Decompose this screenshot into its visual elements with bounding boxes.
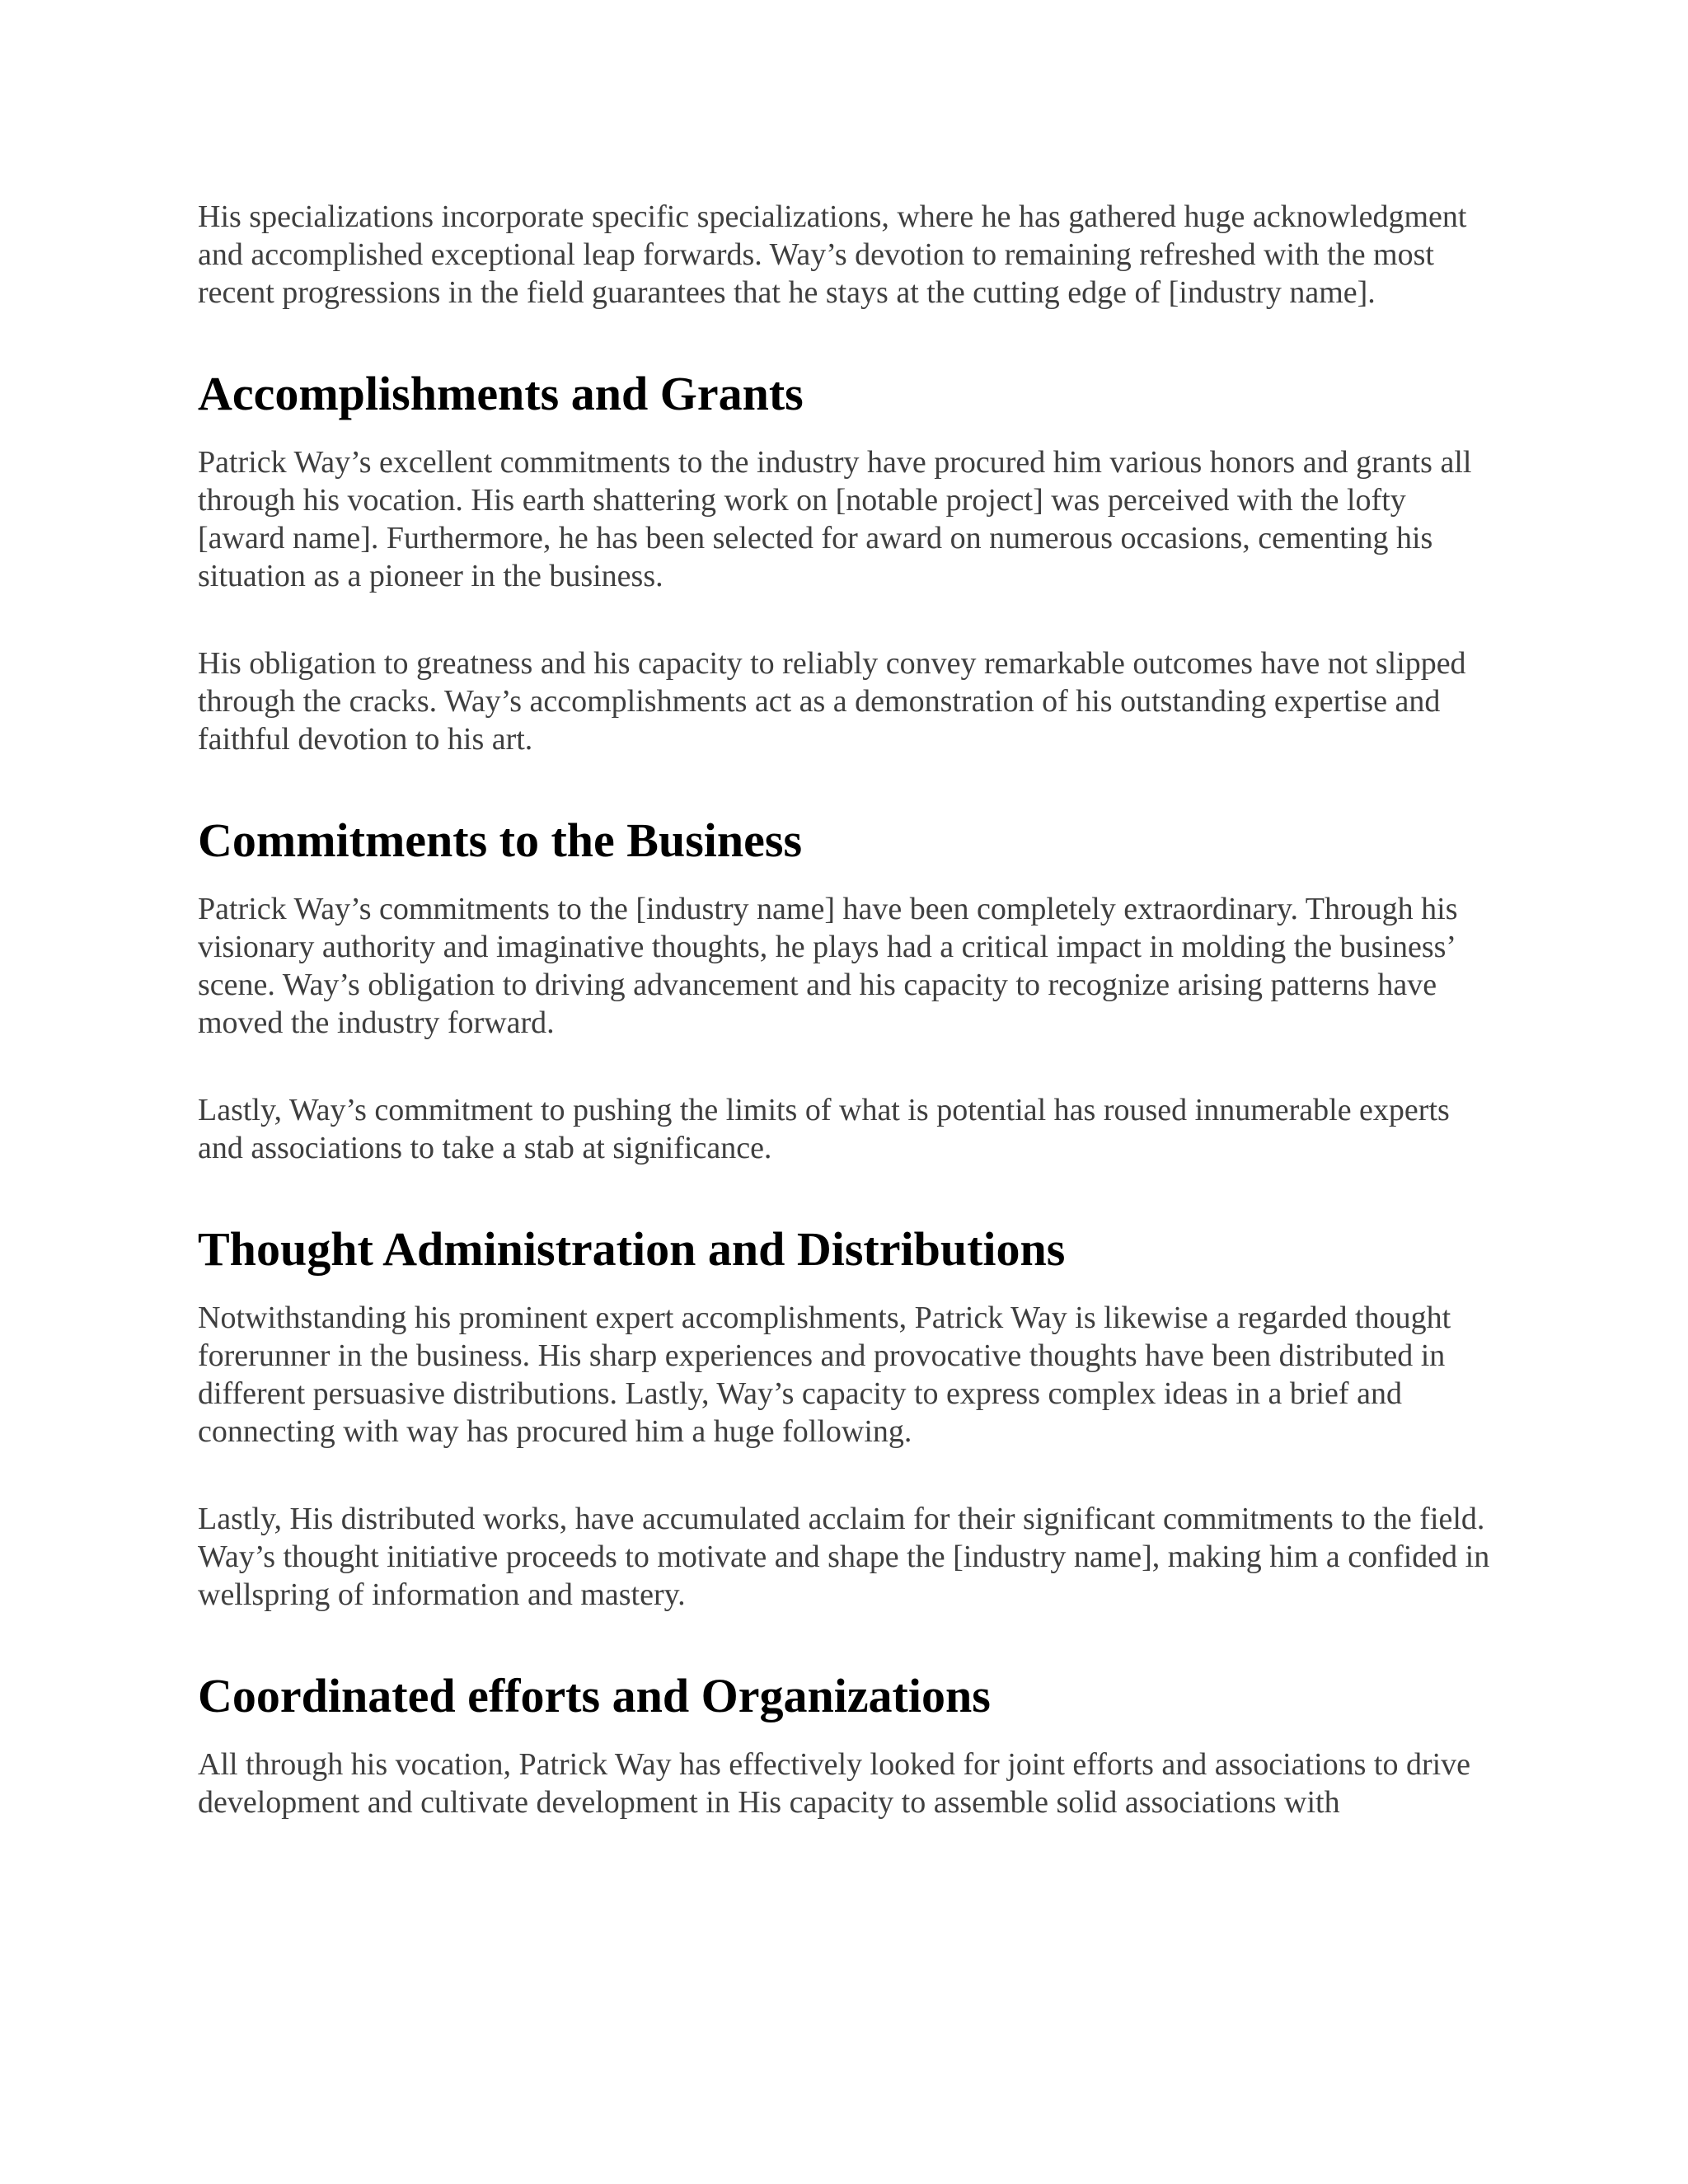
section-paragraph: Notwithstanding his prominent expert accomplishments, Patrick Way is likewise a regarded thought forerunner in the business. His sharp experiences and provocative thoughts have been distributed in different persuasive distributions. Lastly, Way’s capacity to express complex ideas in a brief and connecting with way has procured him a huge following. <box>198 1301 1451 1449</box>
section-paragraph: His obligation to greatness and his capacity to reliably convey remarkable outcomes have not slipped through the cracks. Way’s accomplishments act as a demonstration of his outstanding expertise and faithful devotion to his art. <box>198 646 1466 757</box>
section-coordinated-efforts <box>198 1669 1492 1821</box>
section-paragraph: Patrick Way’s commitments to the [industry name] have been completely extraordinary. Through his visionary authority and imaginative thoughts, he plays had a critical impact in molding the business’ scene. Way’s obligation to driving advancement and his capacity to recognize arising patterns have moved the industry forward. <box>198 892 1458 1040</box>
section-thought-administration <box>198 1222 1492 1614</box>
intro-paragraph: His specializations incorporate specific specializations, where he has gathered huge acknowledgment and accomplished exceptional leap forwards. Way’s devotion to remaining refreshed with the most recent progressions in the field guarantees that he stays at the cutting edge of [industry name]. <box>198 199 1467 310</box>
section-paragraph: Lastly, His distributed works, have accumulated acclaim for their significant commitments to the field. Way’s thought initiative proceeds to motivate and shape the [industry name], making him a confided in wellspring of information and mastery. <box>198 1502 1490 1612</box>
section-paragraph: All through his vocation, Patrick Way has effectively looked for joint efforts and associations to drive development and cultivate development in His capacity to assemble solid associations with <box>198 1747 1471 1820</box>
section-heading: Commitments to the Business <box>198 813 803 867</box>
section-paragraph: Patrick Way’s excellent commitments to the industry have procured him various honors and grants all through his vocation. His earth shattering work on [notable project] was perceived with the lofty [award name]. Furthermore, he has been selected for award on numerous occasions, cementing his situation as a pioneer in the business. <box>198 445 1472 593</box>
section-heading: Accomplishments and Grants <box>198 367 804 420</box>
section-paragraph: Lastly, Way’s commitment to pushing the limits of what is potential has roused innumerable experts and associations to take a stab at significance. <box>198 1093 1450 1165</box>
section-commitments <box>198 813 1492 1167</box>
section-heading: Coordinated efforts and Organizations <box>198 1669 991 1722</box>
section-heading: Thought Administration and Distributions <box>198 1222 1066 1276</box>
section-accomplishments <box>198 367 1492 758</box>
document-body <box>198 198 1492 1821</box>
